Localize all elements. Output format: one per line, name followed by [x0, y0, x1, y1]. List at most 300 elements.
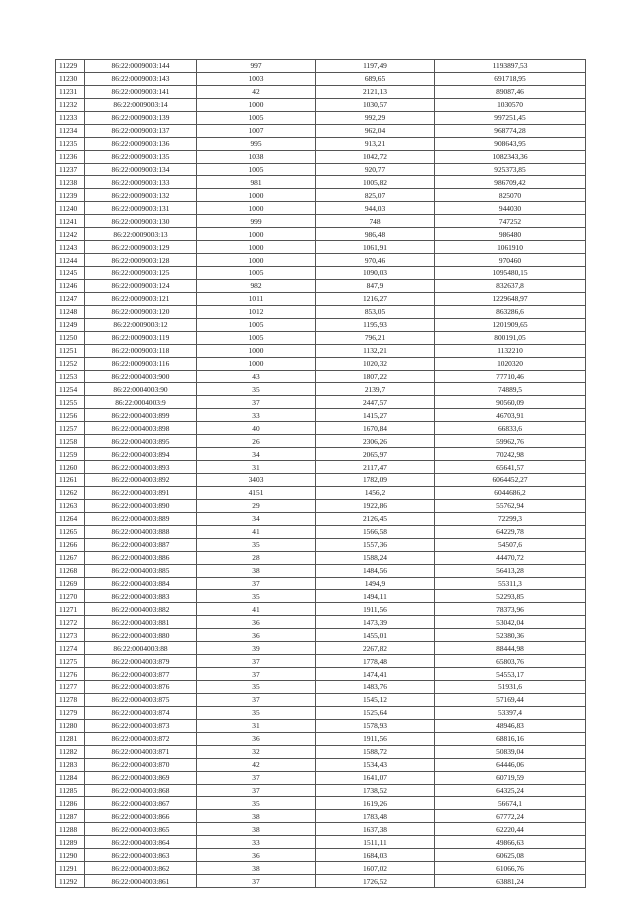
row-number-cell: 11275 [56, 655, 85, 668]
area-cell: 35 [197, 383, 316, 396]
specific-value-cell: 1670,84 [316, 422, 435, 435]
row-number-cell: 11253 [56, 370, 85, 383]
cadastral-value-cell: 65803,76 [435, 655, 586, 668]
area-cell: 31 [197, 461, 316, 474]
row-number-cell: 11269 [56, 577, 85, 590]
cadastral-number-cell: 86:22:0009003:121 [85, 292, 197, 305]
specific-value-cell: 2117,47 [316, 461, 435, 474]
table-row [56, 396, 586, 409]
cadastral-number-cell: 86:22:0004003:881 [85, 616, 197, 629]
cadastral-value-cell: 60719,59 [435, 771, 586, 784]
cadastral-number-cell: 86:22:0004003:888 [85, 525, 197, 538]
specific-value-cell: 853,05 [316, 305, 435, 318]
area-cell: 38 [197, 564, 316, 577]
cadastral-number-cell: 86:22:0004003:892 [85, 474, 197, 487]
area-cell: 1011 [197, 292, 316, 305]
row-number-cell: 11271 [56, 603, 85, 616]
table-row [56, 603, 586, 616]
specific-value-cell: 1726,52 [316, 875, 435, 888]
cadastral-value-cell: 1193897,53 [435, 60, 586, 73]
row-number-cell: 11279 [56, 706, 85, 719]
area-cell: 1000 [197, 98, 316, 111]
cadastral-number-cell: 86:22:0009003:144 [85, 60, 197, 73]
cadastral-number-cell: 86:22:0009003:128 [85, 254, 197, 267]
cadastral-value-cell: 49866,63 [435, 836, 586, 849]
table-row [56, 279, 586, 292]
cadastral-number-cell: 86:22:0009003:12 [85, 318, 197, 331]
cadastral-number-cell: 86:22:0004003:874 [85, 706, 197, 719]
table-row [56, 215, 586, 228]
area-cell: 1000 [197, 344, 316, 357]
cadastral-number-cell: 86:22:0004003:899 [85, 409, 197, 422]
area-cell: 32 [197, 745, 316, 758]
cadastral-number-cell: 86:22:0004003:876 [85, 681, 197, 694]
specific-value-cell: 1020,32 [316, 357, 435, 370]
area-cell: 35 [197, 706, 316, 719]
table-row [56, 176, 586, 189]
area-cell: 31 [197, 719, 316, 732]
area-cell: 1005 [197, 267, 316, 280]
row-number-cell: 11232 [56, 98, 85, 111]
table-row [56, 202, 586, 215]
cadastral-value-cell: 970460 [435, 254, 586, 267]
row-number-cell: 11268 [56, 564, 85, 577]
row-number-cell: 11257 [56, 422, 85, 435]
cadastral-number-cell: 86:22:0009003:136 [85, 137, 197, 150]
table-row [56, 60, 586, 73]
cadastral-number-cell: 86:22:0004003:900 [85, 370, 197, 383]
row-number-cell: 11272 [56, 616, 85, 629]
cadastral-value-cell: 800191,05 [435, 331, 586, 344]
document-page [55, 59, 585, 888]
cadastral-value-cell: 77710,46 [435, 370, 586, 383]
specific-value-cell: 2065,97 [316, 448, 435, 461]
cadastral-number-cell: 86:22:0009003:141 [85, 85, 197, 98]
cadastral-number-cell: 86:22:0009003:125 [85, 267, 197, 280]
row-number-cell: 11247 [56, 292, 85, 305]
area-cell: 26 [197, 435, 316, 448]
table-row [56, 435, 586, 448]
row-number-cell: 11288 [56, 823, 85, 836]
specific-value-cell: 1545,12 [316, 693, 435, 706]
specific-value-cell: 944,03 [316, 202, 435, 215]
specific-value-cell: 1911,56 [316, 732, 435, 745]
row-number-cell: 11263 [56, 499, 85, 512]
table-row [56, 85, 586, 98]
cadastral-value-cell: 89087,46 [435, 85, 586, 98]
specific-value-cell: 1005,82 [316, 176, 435, 189]
specific-value-cell: 1778,48 [316, 655, 435, 668]
area-cell: 982 [197, 279, 316, 292]
table-row [56, 823, 586, 836]
specific-value-cell: 1566,58 [316, 525, 435, 538]
cadastral-value-cell: 997251,45 [435, 111, 586, 124]
cadastral-number-cell: 86:22:0004003:894 [85, 448, 197, 461]
row-number-cell: 11278 [56, 693, 85, 706]
table-row [56, 655, 586, 668]
cadastral-value-cell: 64325,24 [435, 784, 586, 797]
area-cell: 35 [197, 681, 316, 694]
cadastral-number-cell: 86:22:0009003:116 [85, 357, 197, 370]
cadastral-number-cell: 86:22:0004003:864 [85, 836, 197, 849]
area-cell: 41 [197, 525, 316, 538]
specific-value-cell: 1619,26 [316, 797, 435, 810]
area-cell: 40 [197, 422, 316, 435]
area-cell: 4151 [197, 486, 316, 499]
area-cell: 36 [197, 849, 316, 862]
cadastral-value-cell: 55311,3 [435, 577, 586, 590]
row-number-cell: 11236 [56, 150, 85, 163]
row-number-cell: 11266 [56, 538, 85, 551]
cadastral-value-cell: 57169,44 [435, 693, 586, 706]
specific-value-cell: 1641,07 [316, 771, 435, 784]
cadastral-value-cell: 52380,36 [435, 629, 586, 642]
row-number-cell: 11289 [56, 836, 85, 849]
area-cell: 995 [197, 137, 316, 150]
area-cell: 43 [197, 370, 316, 383]
table-row [56, 693, 586, 706]
cadastral-value-cell: 48946,83 [435, 719, 586, 732]
cadastral-value-cell: 6044686,2 [435, 486, 586, 499]
cadastral-value-cell: 6064452,27 [435, 474, 586, 487]
specific-value-cell: 1911,56 [316, 603, 435, 616]
cadastral-number-cell: 86:22:0004003:861 [85, 875, 197, 888]
area-cell: 38 [197, 823, 316, 836]
specific-value-cell: 1922,86 [316, 499, 435, 512]
cadastral-value-cell: 64446,06 [435, 758, 586, 771]
specific-value-cell: 1637,38 [316, 823, 435, 836]
cadastral-value-cell: 65641,57 [435, 461, 586, 474]
table-row [56, 810, 586, 823]
cadastral-value-cell: 64229,78 [435, 525, 586, 538]
cadastral-number-cell: 86:22:0009003:134 [85, 163, 197, 176]
row-number-cell: 11229 [56, 60, 85, 73]
cadastral-number-cell: 86:22:0009003:131 [85, 202, 197, 215]
specific-value-cell: 1807,22 [316, 370, 435, 383]
row-number-cell: 11290 [56, 849, 85, 862]
area-cell: 1005 [197, 111, 316, 124]
cadastral-value-cell: 78373,96 [435, 603, 586, 616]
cadastral-number-cell: 86:22:0009003:14 [85, 98, 197, 111]
cadastral-value-cell: 46703,91 [435, 409, 586, 422]
specific-value-cell: 992,29 [316, 111, 435, 124]
cadastral-value-cell: 51931,6 [435, 681, 586, 694]
specific-value-cell: 1588,24 [316, 551, 435, 564]
specific-value-cell: 1455,01 [316, 629, 435, 642]
cadastral-number-cell: 86:22:0004003:890 [85, 499, 197, 512]
cadastral-value-cell: 53397,4 [435, 706, 586, 719]
specific-value-cell: 1588,72 [316, 745, 435, 758]
specific-value-cell: 1473,39 [316, 616, 435, 629]
cadastral-value-cell: 53042,04 [435, 616, 586, 629]
row-number-cell: 11230 [56, 72, 85, 85]
cadastral-number-cell: 86:22:0004003:885 [85, 564, 197, 577]
cadastral-value-cell: 60625,08 [435, 849, 586, 862]
table-row [56, 862, 586, 875]
area-cell: 37 [197, 577, 316, 590]
area-cell: 42 [197, 758, 316, 771]
area-cell: 35 [197, 538, 316, 551]
area-cell: 999 [197, 215, 316, 228]
specific-value-cell: 1783,48 [316, 810, 435, 823]
table-row [56, 474, 586, 487]
row-number-cell: 11277 [56, 681, 85, 694]
cadastral-value-cell: 68816,16 [435, 732, 586, 745]
table-row [56, 771, 586, 784]
cadastral-number-cell: 86:22:0004003:862 [85, 862, 197, 875]
row-number-cell: 11264 [56, 512, 85, 525]
table-row [56, 668, 586, 681]
area-cell: 35 [197, 590, 316, 603]
cadastral-number-cell: 86:22:0004003:883 [85, 590, 197, 603]
row-number-cell: 11276 [56, 668, 85, 681]
row-number-cell: 11243 [56, 241, 85, 254]
specific-value-cell: 1132,21 [316, 344, 435, 357]
cadastral-value-cell: 67772,24 [435, 810, 586, 823]
area-cell: 1005 [197, 318, 316, 331]
cadastral-value-cell: 59962,76 [435, 435, 586, 448]
cadastral-number-cell: 86:22:0009003:143 [85, 72, 197, 85]
table-row [56, 512, 586, 525]
row-number-cell: 11254 [56, 383, 85, 396]
cadastral-value-cell: 832637,8 [435, 279, 586, 292]
cadastral-value-cell: 74889,5 [435, 383, 586, 396]
row-number-cell: 11235 [56, 137, 85, 150]
cadastral-number-cell: 86:22:0004003:869 [85, 771, 197, 784]
cadastral-number-cell: 86:22:0004003:868 [85, 784, 197, 797]
table-row [56, 681, 586, 694]
row-number-cell: 11261 [56, 474, 85, 487]
row-number-cell: 11252 [56, 357, 85, 370]
row-number-cell: 11274 [56, 642, 85, 655]
table-row [56, 254, 586, 267]
table-row [56, 461, 586, 474]
table-row [56, 383, 586, 396]
cadastral-number-cell: 86:22:0004003:870 [85, 758, 197, 771]
cadastral-number-cell: 86:22:0004003:893 [85, 461, 197, 474]
table-row [56, 163, 586, 176]
cadastral-number-cell: 86:22:0004003:879 [85, 655, 197, 668]
table-row [56, 72, 586, 85]
cadastral-number-cell: 86:22:0004003:872 [85, 732, 197, 745]
row-number-cell: 11273 [56, 629, 85, 642]
cadastral-value-cell: 968774,28 [435, 124, 586, 137]
row-number-cell: 11259 [56, 448, 85, 461]
area-cell: 33 [197, 409, 316, 422]
area-cell: 1012 [197, 305, 316, 318]
table-row [56, 732, 586, 745]
row-number-cell: 11246 [56, 279, 85, 292]
table-row [56, 137, 586, 150]
specific-value-cell: 970,46 [316, 254, 435, 267]
table-row [56, 797, 586, 810]
cadastral-number-cell: 86:22:0009003:119 [85, 331, 197, 344]
specific-value-cell: 1030,57 [316, 98, 435, 111]
area-cell: 36 [197, 732, 316, 745]
cadastral-number-cell: 86:22:0004003:895 [85, 435, 197, 448]
specific-value-cell: 920,77 [316, 163, 435, 176]
specific-value-cell: 1534,43 [316, 758, 435, 771]
area-cell: 41 [197, 603, 316, 616]
area-cell: 1005 [197, 331, 316, 344]
area-cell: 37 [197, 668, 316, 681]
specific-value-cell: 748 [316, 215, 435, 228]
cadastral-value-cell: 44470,72 [435, 551, 586, 564]
row-number-cell: 11267 [56, 551, 85, 564]
cadastral-value-table [55, 59, 586, 888]
cadastral-value-cell: 1082343,36 [435, 150, 586, 163]
cadastral-value-cell: 986709,42 [435, 176, 586, 189]
area-cell: 34 [197, 512, 316, 525]
row-number-cell: 11248 [56, 305, 85, 318]
cadastral-number-cell: 86:22:0009003:137 [85, 124, 197, 137]
cadastral-value-cell: 90560,09 [435, 396, 586, 409]
area-cell: 37 [197, 693, 316, 706]
row-number-cell: 11256 [56, 409, 85, 422]
table-row [56, 318, 586, 331]
specific-value-cell: 1494,11 [316, 590, 435, 603]
table-row [56, 357, 586, 370]
specific-value-cell: 1484,56 [316, 564, 435, 577]
row-number-cell: 11245 [56, 267, 85, 280]
table-row [56, 836, 586, 849]
table-row [56, 486, 586, 499]
row-number-cell: 11286 [56, 797, 85, 810]
cadastral-number-cell: 86:22:0009003:118 [85, 344, 197, 357]
table-row [56, 150, 586, 163]
area-cell: 38 [197, 810, 316, 823]
row-number-cell: 11239 [56, 189, 85, 202]
area-cell: 29 [197, 499, 316, 512]
area-cell: 38 [197, 862, 316, 875]
table-row [56, 525, 586, 538]
cadastral-value-cell: 1229648,97 [435, 292, 586, 305]
specific-value-cell: 1090,03 [316, 267, 435, 280]
area-cell: 1000 [197, 241, 316, 254]
table-row [56, 370, 586, 383]
table-row [56, 98, 586, 111]
cadastral-number-cell: 86:22:0009003:129 [85, 241, 197, 254]
row-number-cell: 11262 [56, 486, 85, 499]
cadastral-number-cell: 86:22:0004003:88 [85, 642, 197, 655]
specific-value-cell: 796,21 [316, 331, 435, 344]
area-cell: 36 [197, 616, 316, 629]
area-cell: 1000 [197, 202, 316, 215]
cadastral-number-cell: 86:22:0004003:871 [85, 745, 197, 758]
row-number-cell: 11283 [56, 758, 85, 771]
cadastral-value-cell: 63881,24 [435, 875, 586, 888]
area-cell: 39 [197, 642, 316, 655]
table-row [56, 111, 586, 124]
row-number-cell: 11241 [56, 215, 85, 228]
area-cell: 1000 [197, 228, 316, 241]
cadastral-number-cell: 86:22:0004003:863 [85, 849, 197, 862]
area-cell: 1005 [197, 163, 316, 176]
row-number-cell: 11238 [56, 176, 85, 189]
specific-value-cell: 1684,03 [316, 849, 435, 862]
row-number-cell: 11244 [56, 254, 85, 267]
cadastral-number-cell: 86:22:0004003:875 [85, 693, 197, 706]
table-row [56, 267, 586, 280]
table-row [56, 745, 586, 758]
table-row [56, 409, 586, 422]
specific-value-cell: 689,65 [316, 72, 435, 85]
area-cell: 1000 [197, 254, 316, 267]
specific-value-cell: 1782,09 [316, 474, 435, 487]
cadastral-value-cell: 691718,95 [435, 72, 586, 85]
row-number-cell: 11282 [56, 745, 85, 758]
cadastral-number-cell: 86:22:0004003:865 [85, 823, 197, 836]
table-row [56, 642, 586, 655]
area-cell: 42 [197, 85, 316, 98]
row-number-cell: 11231 [56, 85, 85, 98]
row-number-cell: 11249 [56, 318, 85, 331]
table-row [56, 875, 586, 888]
specific-value-cell: 1197,49 [316, 60, 435, 73]
cadastral-value-cell: 54507,6 [435, 538, 586, 551]
table-row [56, 305, 586, 318]
specific-value-cell: 1578,93 [316, 719, 435, 732]
area-cell: 1007 [197, 124, 316, 137]
row-number-cell: 11237 [56, 163, 85, 176]
row-number-cell: 11287 [56, 810, 85, 823]
table-row [56, 577, 586, 590]
area-cell: 37 [197, 396, 316, 409]
area-cell: 1003 [197, 72, 316, 85]
cadastral-value-cell: 54553,17 [435, 668, 586, 681]
cadastral-value-cell: 1020320 [435, 357, 586, 370]
cadastral-number-cell: 86:22:0004003:891 [85, 486, 197, 499]
cadastral-number-cell: 86:22:0009003:13 [85, 228, 197, 241]
cadastral-value-cell: 56674,1 [435, 797, 586, 810]
specific-value-cell: 1738,52 [316, 784, 435, 797]
table-row [56, 331, 586, 344]
table-row [56, 551, 586, 564]
cadastral-number-cell: 86:22:0009003:132 [85, 189, 197, 202]
cadastral-number-cell: 86:22:0009003:124 [85, 279, 197, 292]
specific-value-cell: 1511,11 [316, 836, 435, 849]
specific-value-cell: 2126,45 [316, 512, 435, 525]
cadastral-number-cell: 86:22:0004003:867 [85, 797, 197, 810]
area-cell: 37 [197, 771, 316, 784]
row-number-cell: 11270 [56, 590, 85, 603]
specific-value-cell: 1525,64 [316, 706, 435, 719]
row-number-cell: 11291 [56, 862, 85, 875]
specific-value-cell: 2306,26 [316, 435, 435, 448]
specific-value-cell: 1061,91 [316, 241, 435, 254]
cadastral-number-cell: 86:22:0004003:9 [85, 396, 197, 409]
cadastral-number-cell: 86:22:0009003:130 [85, 215, 197, 228]
specific-value-cell: 1474,41 [316, 668, 435, 681]
row-number-cell: 11233 [56, 111, 85, 124]
cadastral-number-cell: 86:22:0004003:889 [85, 512, 197, 525]
specific-value-cell: 986,48 [316, 228, 435, 241]
cadastral-number-cell: 86:22:0009003:135 [85, 150, 197, 163]
cadastral-number-cell: 86:22:0009003:120 [85, 305, 197, 318]
cadastral-value-cell: 61066,76 [435, 862, 586, 875]
table-row [56, 564, 586, 577]
specific-value-cell: 962,04 [316, 124, 435, 137]
table-row [56, 849, 586, 862]
row-number-cell: 11280 [56, 719, 85, 732]
specific-value-cell: 2447,57 [316, 396, 435, 409]
cadastral-value-cell: 863286,6 [435, 305, 586, 318]
cadastral-value-cell: 1030570 [435, 98, 586, 111]
cadastral-value-cell: 56413,28 [435, 564, 586, 577]
cadastral-value-cell: 62220,44 [435, 823, 586, 836]
table-row [56, 241, 586, 254]
specific-value-cell: 1042,72 [316, 150, 435, 163]
